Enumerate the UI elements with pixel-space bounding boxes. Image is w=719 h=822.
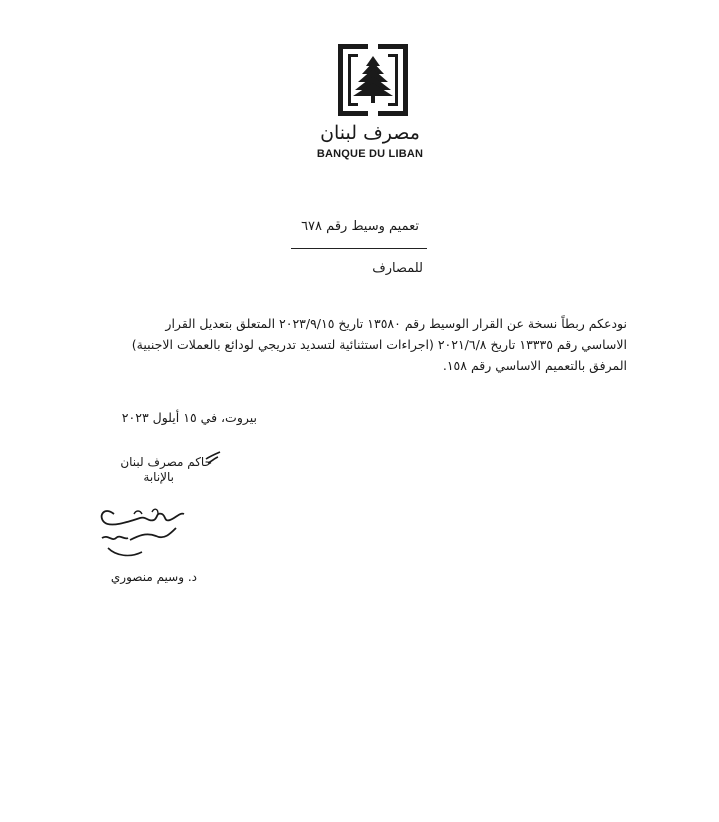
body-text-line: الاساسي رقم ١٣٣٣٥ تاريخ ٢٠٢١/٦/٨ (اجراءات استثنائية لتسديد تدريجي لودائع بالعملات الاجنبية)	[131, 337, 627, 352]
signer-title: حاكم مصرف لبنان	[120, 455, 212, 469]
logo-latin-text: BANQUE DU LIBAN	[316, 148, 424, 160]
addressee: للمصارف	[372, 261, 423, 276]
date-line: بيروت، في ١٥ أيلول ٢٠٢٣	[121, 410, 257, 425]
signer-subtitle: بالإنابة	[143, 470, 174, 484]
body-text-line: المرفق بالتعميم الاساسي رقم ١٥٨.	[442, 358, 627, 373]
cedar-logo-icon	[338, 44, 408, 116]
body-text-line: نودعكم ربطاً نسخة عن القرار الوسيط رقم ١٣٥٨٠ تاريخ ٢٠٢٣/٩/١٥ المتعلق بتعديل القرار	[165, 316, 627, 331]
signer-name: د. وسيم منصوري	[110, 570, 197, 584]
title-divider	[291, 248, 427, 249]
circular-title: تعميم وسيط رقم ٦٧٨	[301, 219, 419, 234]
handwritten-signature	[94, 492, 194, 564]
logo-arabic-text: مصرف لبنان	[320, 122, 420, 144]
